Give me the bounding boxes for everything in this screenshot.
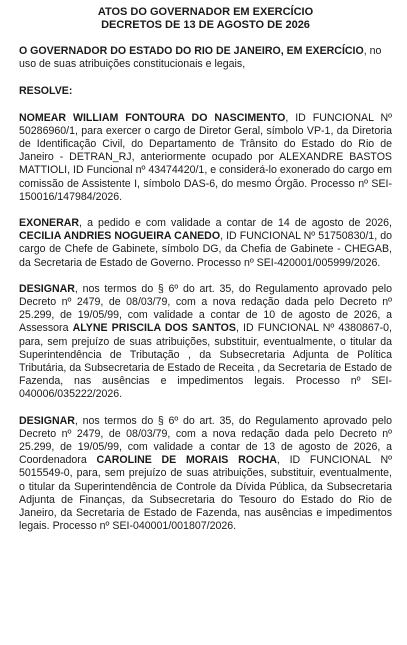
act-text: , nos termos do § 6º do art. 35, do Regulamento aprovado pelo Decreto nº 2479, de 08/03/79, com a nova redação dada pelo Decreto nº 25.299, de 19/05/99, com validade a contar de 10 de agosto de 2026, a Assessora xyxy=(19,282,392,335)
act-text: , ID FUNCIONAL Nº 50286960/1, para exercer o cargo de Diretor Geral, símbolo VP-1, da Diretoria de Identificação Civil, do Departamento de Trânsito do Estado do Rio de Janeiro - DETRAN_RJ, anteriormente ocupado por ALEXANDRE BASTOS MATTIOLI, ID Funcional nº 43474420/1, e considerá-lo exonerado do cargo em comissão de Assistente I, símbolo DAS-6, do mesmo Órgão. Processo nº SEI-150016/147984/2026. xyxy=(19,111,392,203)
act-verb: EXONERAR xyxy=(19,217,80,230)
act-text: , ID FUNCIONAL Nº 4380867-0, para, sem prejuízo de suas atribuições, substituir, eventualmente, o titular da Superintendência de Tributação , da Subsecretaria Adjunta de Política Tributária, da Subsecretaria de Estado de Receita , da Secretaria de Estado de Fazenda, nas ausências e impedimentos legais. Processo nº SEI-040006/035222/2026. xyxy=(19,322,392,401)
act-verb: DESIGNAR xyxy=(19,282,75,295)
act-text: , ID FUNCIONAL Nº 51750830/1, do cargo de Chefe de Gabinete, símbolo DG, da Chefia de Gabinete - CHEGAB, da Secretaria de Estado de Governo. Processo nº SEI-420001/005999/2026. xyxy=(19,230,392,269)
act-text: , nos termos do § 6º do art. 35, do Regulamento aprovado pelo Decreto nº 2479, de 08/03/79, com a nova redação dada pelo Decreto nº 25.299, de 19/05/99, com validade a contar de 13 de agosto de 2026, a Coordenadora xyxy=(19,414,392,467)
act-person-name: ALYNE PRISCILA DOS SANTOS xyxy=(72,322,236,335)
act-paragraph-nomear xyxy=(19,112,392,204)
act-person-name: CECILIA ANDRIES NOGUEIRA CANEDO xyxy=(19,230,221,243)
act-person-name: CAROLINE DE MORAIS ROCHA xyxy=(96,454,277,467)
act-paragraph-exonerar xyxy=(19,217,392,270)
act-paragraph-designar-1 xyxy=(19,283,392,402)
intro-paragraph xyxy=(19,45,392,71)
act-verb: DESIGNAR xyxy=(19,414,75,427)
act-verb-name: NOMEAR WILLIAM FONTOURA DO NASCIMENTO xyxy=(19,111,286,124)
title-line-1: ATOS DO GOVERNADOR EM EXERCÍCIO xyxy=(97,6,314,18)
act-text: , a pedido e com validade a contar de 14 de agosto de 2026, xyxy=(79,217,392,230)
title-line-2: DECRETOS DE 13 DE AGOSTO DE 2026 xyxy=(101,19,310,31)
intro-bold: O GOVERNADOR DO ESTADO DO RIO DE JANEIRO, EM EXERCÍCIO xyxy=(19,45,364,57)
act-text: , ID FUNCIONAL Nº 5015549-0, para, sem prejuízo de suas atribuições, substituir, eventualmente, o titular da Superintendência de Controle da Dívida Pública, da Subsecretaria Adjunta de Finanças, da Subsecretaria do Tesouro do Estado do Rio de Janeiro, da Secretaria de Estado de Fazenda, nas ausências e impedimentos legais. Processo nº SEI-040001/001807/2026. xyxy=(19,454,392,533)
resolve-label: RESOLVE: xyxy=(19,85,73,98)
document-title xyxy=(19,6,392,32)
intro-text: , no uso de suas atribuições constitucionais e legais, xyxy=(19,45,382,71)
act-paragraph-designar-2 xyxy=(19,415,392,534)
